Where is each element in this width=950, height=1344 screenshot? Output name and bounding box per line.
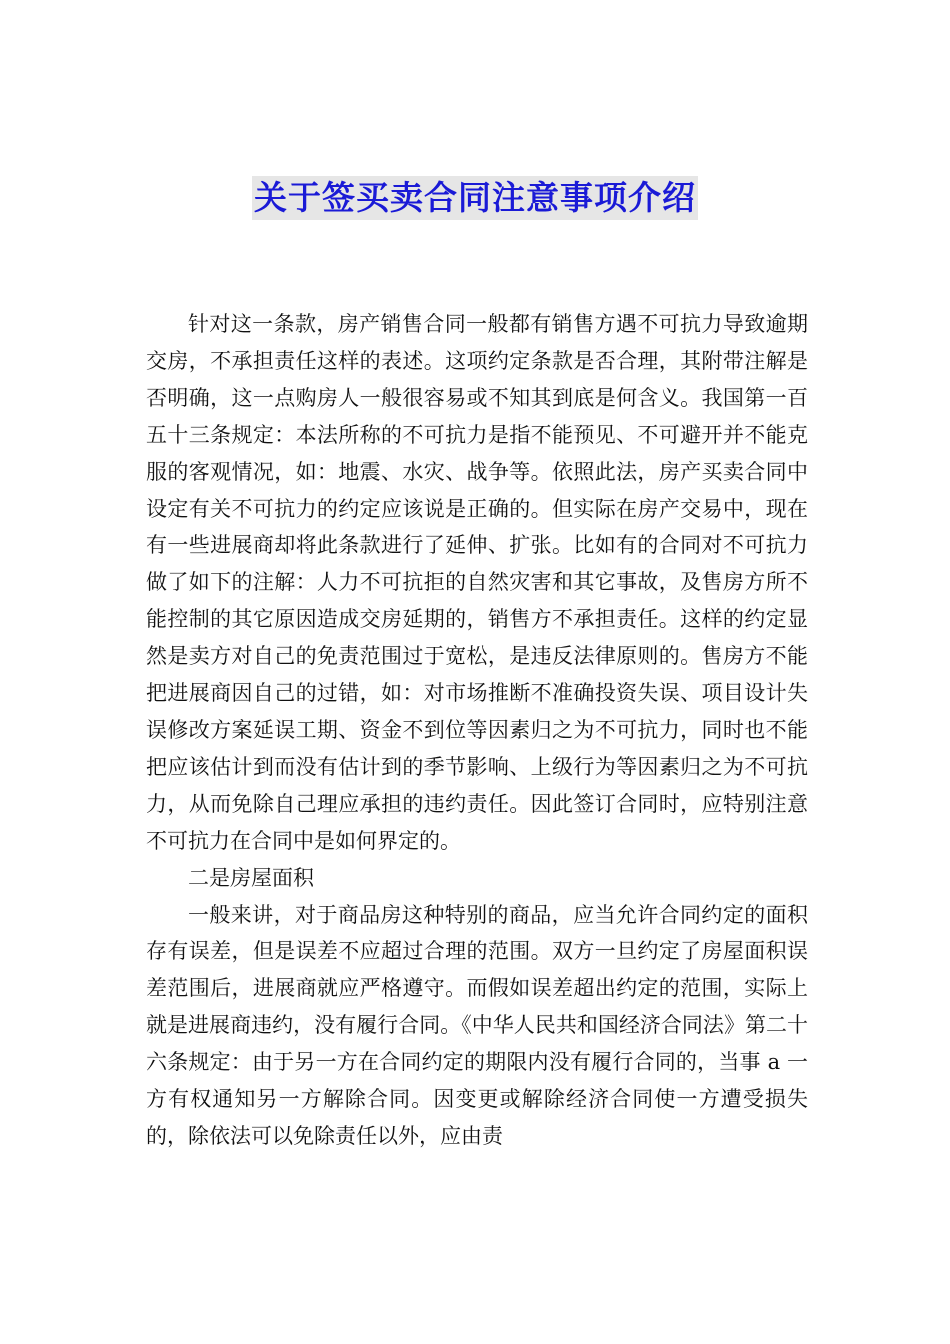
title-container — [0, 176, 950, 220]
document-title: 关于签买卖合同注意事项介绍 — [252, 176, 698, 220]
document-body — [146, 306, 808, 1155]
paragraph-area-error: 一般来讲，对于商品房这种特别的商品，应当允许合同约定的面积存有误差，但是误差不应超过合理的范围。双方一旦约定了房屋面积误差范围后，进展商就应严格遵守。而假如误差超出约定的范围，实际上就是进展商违约，没有履行合同。《中华人民共和国经济合同法》第二十六条规定：由于另一方在合同约定的期限内没有履行合同的，当事 a 一方有权通知另一方解除合同。因变更或解除经济合同使一方遭受损失的，除依法可以免除责任以外，应由责 — [146, 902, 808, 1148]
paragraph-heading-area: 二是房屋面积 — [188, 865, 314, 890]
paragraph-force-majeure: 针对这一条款，房产销售合同一般都有销售方遇不可抗力导致逾期交房，不承担责任这样的表述。这项约定条款是否合理，其附带注解是否明确，这一点购房人一般很容易或不知其到底是何含义。我国第一百五十三条规定：本法所称的不可抗力是指不能预见、不可避开并不能克服的客观情况，如：地震、水灾、战争等。依照此法，房产买卖合同中设定有关不可抗力的约定应该说是正确的。但实际在房产交易中，现在有一些进展商却将此条款进行了延伸、扩张。比如有的合同对不可抗力做了如下的注解：人力不可抗拒的自然灾害和其它事故，及售房方所不能控制的其它原因造成交房延期的，销售方不承担责任。这样的约定显然是卖方对自己的免责范围过于宽松，是违反法律原则的。售房方不能把进展商因自己的过错，如：对市场推断不准确投资失误、项目设计失误修改方案延误工期、资金不到位等因素归之为不可抗力，同时也不能把应该估计到而没有估计到的季节影响、上级行为等因素归之为不可抗力，从而免除自己理应承担的违约责任。因此签订合同时，应特别注意不可抗力在合同中是如何界定的。 — [146, 312, 808, 853]
